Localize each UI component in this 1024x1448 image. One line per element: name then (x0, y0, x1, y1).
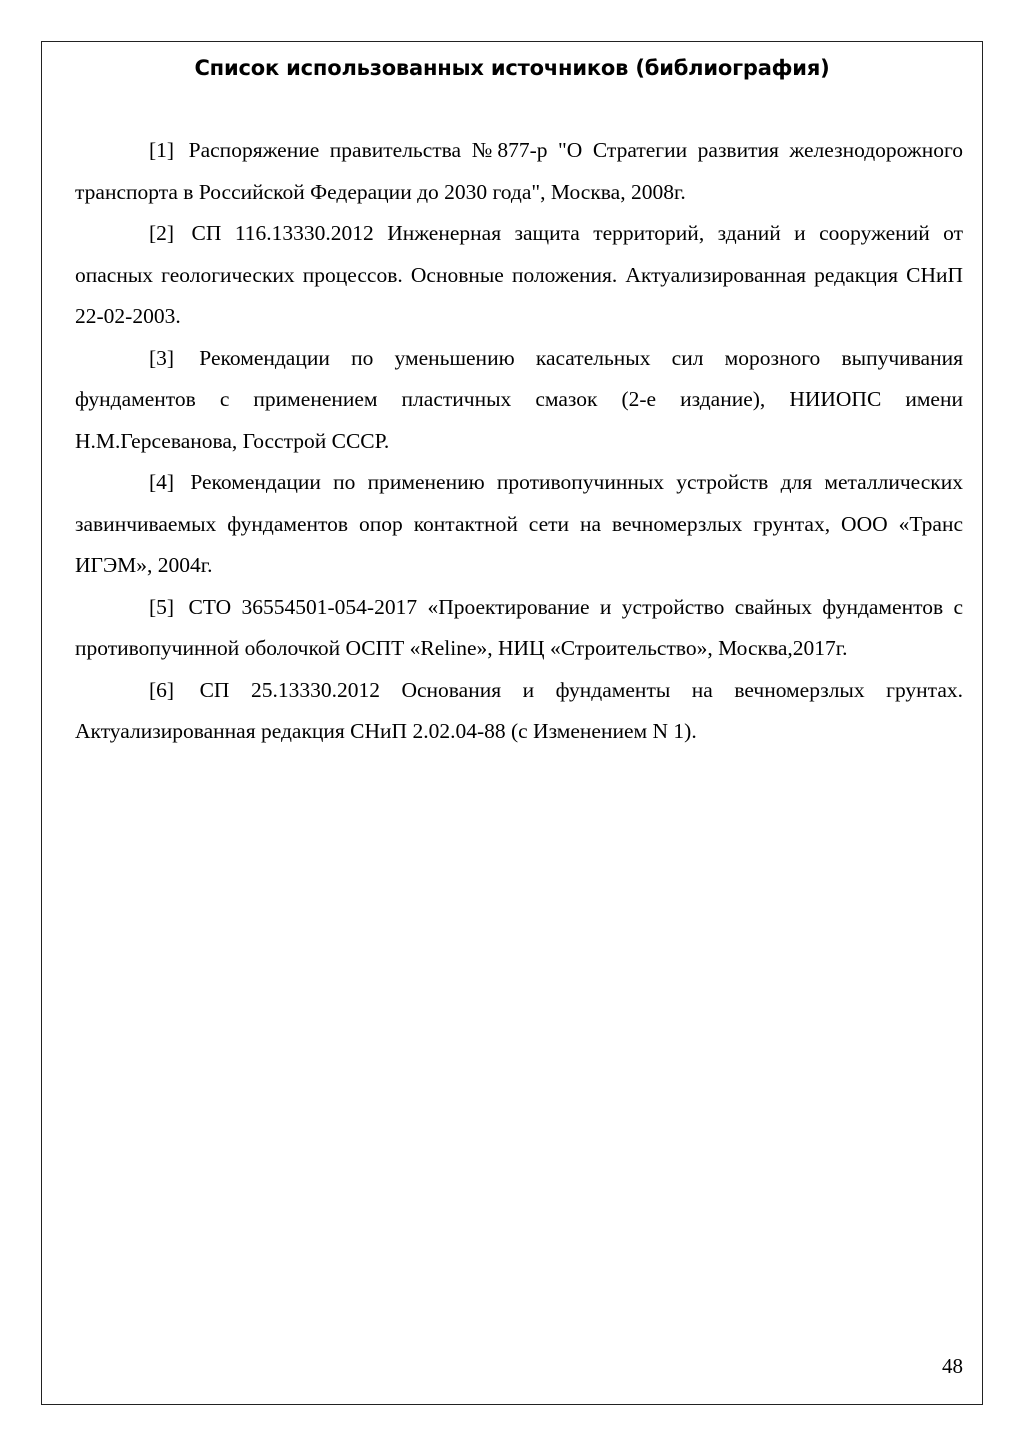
reference-item (75, 587, 963, 670)
reference-item (75, 338, 963, 463)
reference-text: Рекомендации по применению противопучинных устройств для металлических завинчиваемых фундаментов опор контактной сети на вечномерзлых грунтах, ООО «Транс ИГЭМ», 2004г. (75, 470, 964, 577)
reference-list (75, 130, 963, 753)
reference-number: [2] (149, 221, 175, 245)
page-number: 48 (942, 1354, 963, 1378)
page-frame (41, 41, 983, 1405)
reference-number: [6] (149, 677, 175, 702)
reference-item (75, 462, 963, 587)
page-title: Список использованных источников (библиография) (194, 56, 830, 80)
reference-item (75, 130, 963, 213)
reference-text: СП 116.13330.2012 Инженерная защита территорий, зданий и сооружений от опасных геологических процессов. Основные положения. Актуализированная редакция СНиП 22-02-2003. (75, 221, 963, 328)
reference-text: Рекомендации по уменьшению касательных сил морозного выпучивания фундаментов с применением пластичных смазок (2-е издание), НИИОПС имени Н.М.Герсеванова, Госстрой СССР. (75, 345, 963, 453)
reference-text: Распоряжение правительства №877-р "О Стратегии развития железнодорожного транспорта в Российской Федерации до 2030 года", Москва, 2008г. (75, 138, 964, 204)
reference-item (75, 670, 963, 753)
reference-text: СП 25.13330.2012 Основания и фундаменты на вечномерзлых грунтах. Актуализированная редакция СНиП 2.02.04-88 (с Изменением N 1). (75, 677, 963, 743)
reference-number: [5] (149, 594, 175, 619)
reference-item (75, 213, 963, 338)
reference-number: [3] (149, 345, 175, 370)
reference-text: СТО 36554501-054-2017 «Проектирование и устройство свайных фундаментов с противопучинной оболочкой ОСПТ «Reline», НИЦ «Строительство», Москва,2017г. (75, 594, 963, 660)
reference-number: [4] (149, 470, 175, 494)
reference-number: [1] (149, 138, 175, 162)
